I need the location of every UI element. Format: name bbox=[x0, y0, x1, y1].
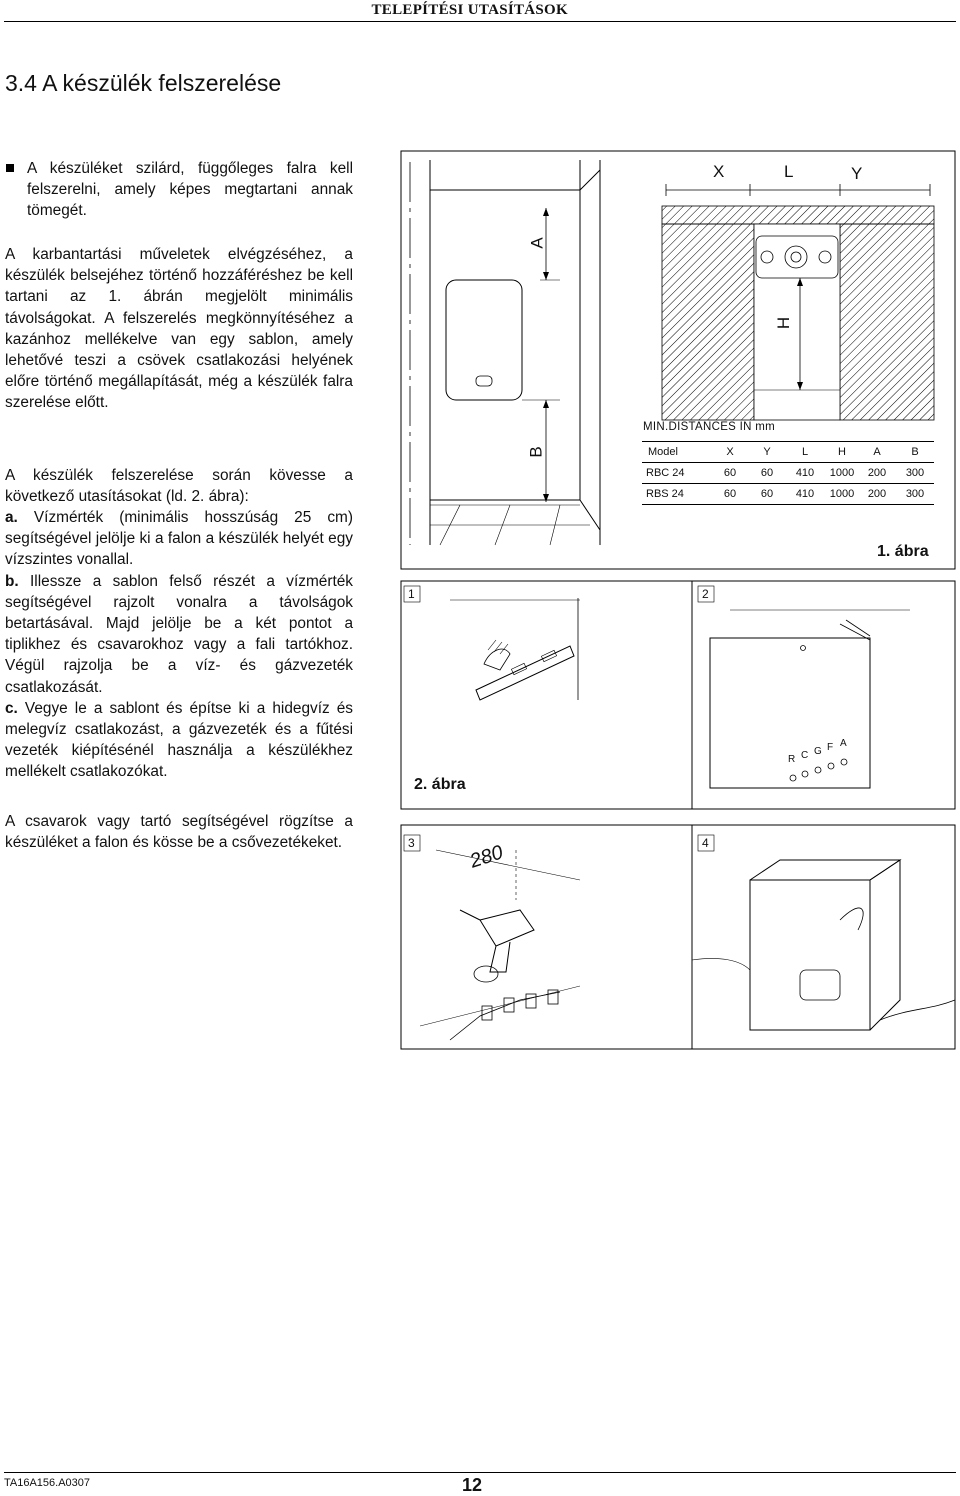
footer-divider bbox=[4, 1472, 956, 1473]
bullet-square-icon bbox=[6, 164, 14, 172]
panel-3-number: 3 bbox=[408, 836, 415, 850]
step-text: Vízmérték (minimális hosszúság 25 cm) segítségével jelölje ki a falon a készülék helyét egy vízszintes vonallal. bbox=[5, 509, 353, 569]
document-code: TA16A156.A0307 bbox=[4, 1477, 91, 1489]
step-key: a. bbox=[5, 509, 18, 526]
dimension-h-label: H bbox=[774, 316, 794, 330]
table-row bbox=[642, 463, 934, 484]
paragraph-instructions bbox=[5, 465, 353, 507]
table-header-cell: X bbox=[710, 442, 750, 463]
step-text: Illessze a sablon felső részét a vízmérték segítségével rajzolt vonalra a távolságok betartásával. Majd jelölje be a két pontot a tiplikhez és csavarokhoz vagy a fali tartókhoz. Végül rajzolja be a víz- és gázvezeték csatlakozását. bbox=[5, 572, 353, 696]
table-header-row bbox=[642, 442, 934, 463]
figure-2-caption: 2. ábra bbox=[414, 776, 466, 793]
table-header-cell: H bbox=[826, 442, 858, 463]
table-cell: 410 bbox=[784, 463, 826, 484]
table-header-cell: Y bbox=[750, 442, 784, 463]
connection-letter: A bbox=[840, 738, 847, 749]
table-row bbox=[642, 484, 934, 505]
step-item bbox=[5, 507, 353, 571]
page-number: 12 bbox=[462, 1475, 483, 1495]
table-cell: 60 bbox=[750, 484, 784, 505]
table-cell: 1000 bbox=[826, 484, 858, 505]
table-header-cell: L bbox=[784, 442, 826, 463]
step-key: c. bbox=[5, 699, 18, 717]
connection-letter: F bbox=[827, 742, 834, 753]
bullet-text: A készüléket szilárd, függőleges falra kell felszerelni, amely képes megtartani annak tömegét. bbox=[27, 160, 353, 220]
dimension-x-label: X bbox=[713, 162, 725, 181]
table-cell: RBS 24 bbox=[642, 484, 710, 505]
panel-4-number: 4 bbox=[702, 836, 709, 850]
dimension-a-label: A bbox=[527, 237, 547, 249]
table-header-cell: Model bbox=[642, 442, 710, 463]
panel-2-number: 2 bbox=[702, 587, 709, 601]
figure-2 bbox=[400, 580, 956, 1050]
step-item bbox=[5, 571, 353, 698]
table-cell: 410 bbox=[784, 484, 826, 505]
figure-1 bbox=[400, 150, 956, 570]
dimension-l-label: L bbox=[784, 162, 794, 181]
dimension-y-label: Y bbox=[851, 164, 863, 183]
table-cell: 60 bbox=[710, 463, 750, 484]
header-title: TELEPÍTÉSI UTASÍTÁSOK bbox=[371, 2, 568, 18]
paragraph-text: A csavarok vagy tartó segítségével rögzítse a készüléket a falon és kösse be a csővezetékeket. bbox=[5, 813, 353, 852]
paragraph-text: A karbantartási műveletek elvégzéséhez, a készülék belsejéhez történő hozzáféréshez be kell tartani az 1. ábrán megjelölt minimális távolságokat. A felszerelés megkönnyítéséhez a kazánhoz mellékelve van egy sablon, amely lehetővé teszi a csövek csatlakozási helyének előre történő megállapítását, még a készülék falra szerelése előtt. bbox=[5, 246, 353, 412]
connection-letter: R bbox=[788, 754, 796, 765]
step-key: b. bbox=[5, 572, 19, 590]
intro-bullet bbox=[5, 158, 353, 222]
table-cell: 60 bbox=[750, 463, 784, 484]
figure-1-drawing bbox=[400, 150, 956, 570]
table-cell: 200 bbox=[858, 463, 896, 484]
section-title: 3.4 A készülék felszerelése bbox=[5, 70, 282, 96]
paragraph-access bbox=[5, 244, 353, 414]
drill-distance-label: 280 bbox=[467, 841, 506, 873]
step-text: Vegye le a sablont és építse ki a hidegvíz és melegvíz csatlakozást, a gázvezeték és a fűtési vezeték kiépítésénél használja a készülékhez mellékelt csatlakozókat. bbox=[5, 699, 353, 781]
dimension-b-label: B bbox=[526, 446, 546, 458]
panel-1-number: 1 bbox=[408, 587, 415, 601]
connection-letter: G bbox=[814, 746, 822, 757]
distances-table bbox=[642, 441, 934, 505]
table-cell: 60 bbox=[710, 484, 750, 505]
figure-2-drawing bbox=[400, 580, 956, 1050]
distances-table-title: MIN.DISTANCES IN mm bbox=[643, 421, 775, 433]
step-item bbox=[5, 698, 353, 783]
header-divider bbox=[4, 21, 956, 22]
table-cell: RBC 24 bbox=[642, 463, 710, 484]
table-cell: 200 bbox=[858, 484, 896, 505]
connection-letter: C bbox=[801, 750, 809, 761]
figure-1-caption: 1. ábra bbox=[877, 543, 929, 560]
table-cell: 1000 bbox=[826, 463, 858, 484]
table-header-cell: A bbox=[858, 442, 896, 463]
paragraph-fixing bbox=[5, 811, 353, 853]
table-cell: 300 bbox=[896, 484, 934, 505]
table-header-cell: B bbox=[896, 442, 934, 463]
step-list bbox=[5, 507, 353, 783]
paragraph-text: A készülék felszerelése során kövesse a következő utasításokat (ld. 2. ábra): bbox=[5, 467, 353, 506]
table-cell: 300 bbox=[896, 463, 934, 484]
